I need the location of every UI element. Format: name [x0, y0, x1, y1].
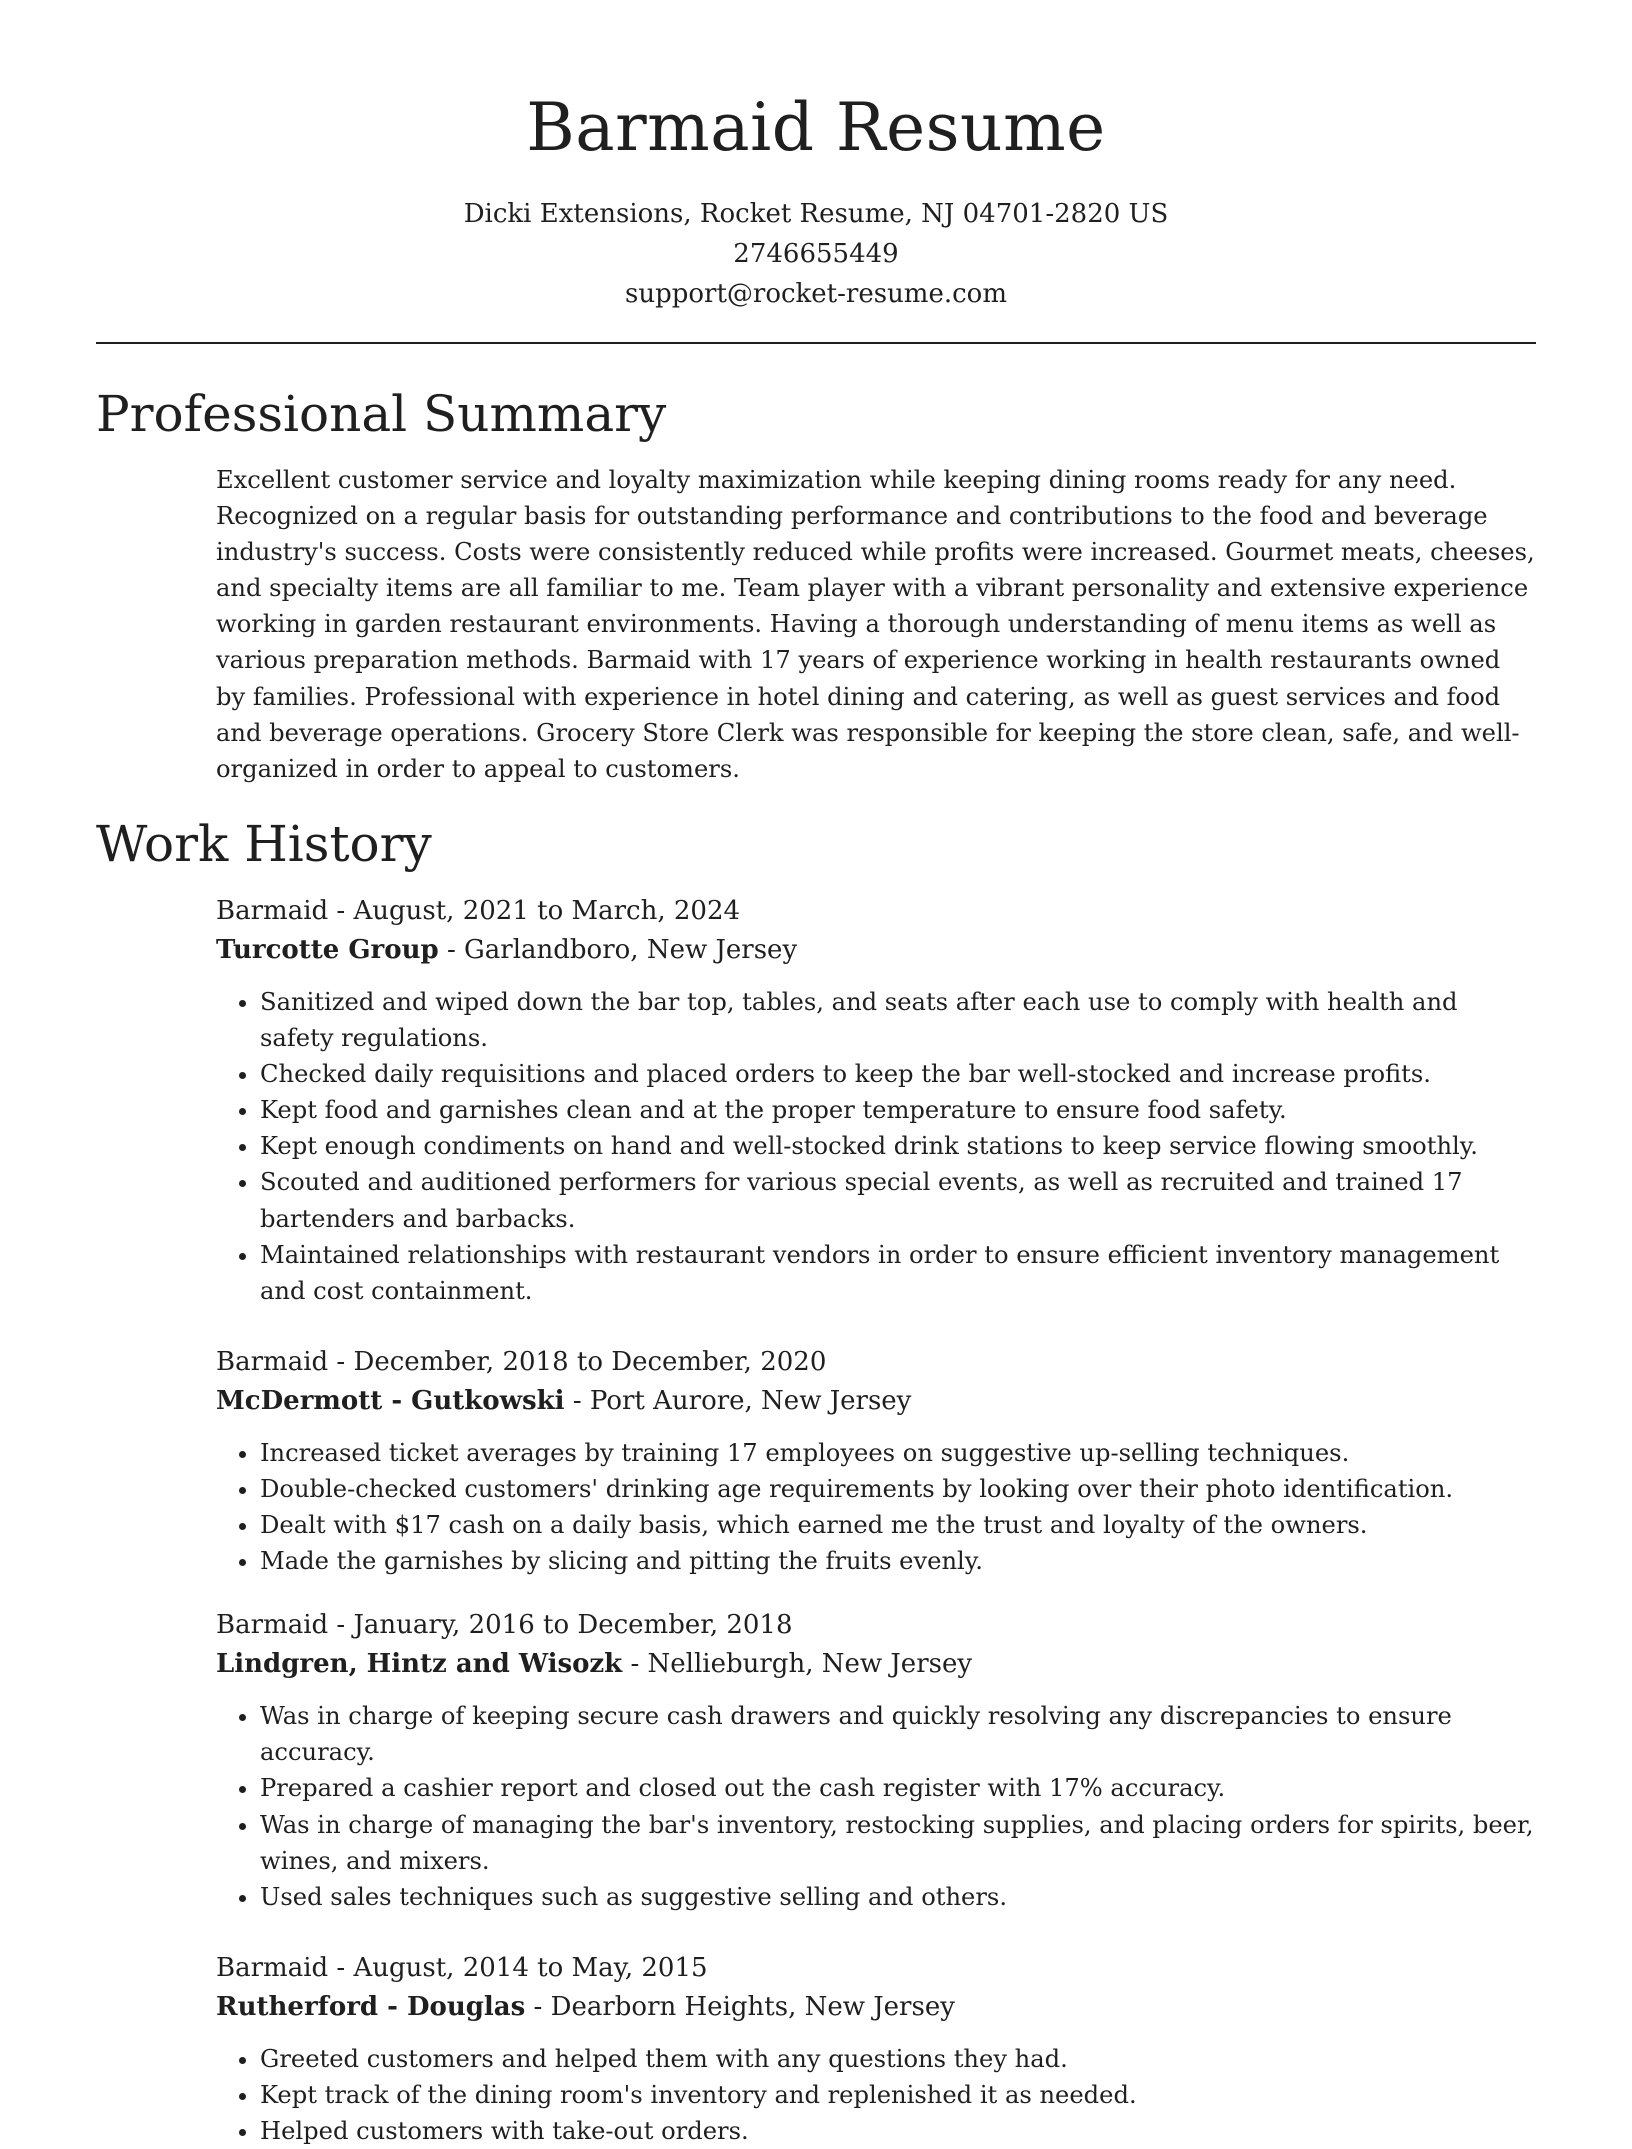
- job-duty: • Increased ticket averages by training 17 employees on suggestive up-selling techniques.: [260, 1435, 1536, 1471]
- work-history-heading: Work History: [96, 815, 432, 873]
- job-dates: - January, 2016 to December, 2018: [328, 1610, 793, 1641]
- job-dates: - December, 2018 to December, 2020: [328, 1346, 827, 1377]
- job-company-line: [216, 1645, 1536, 1684]
- summary-heading: Professional Summary: [96, 385, 667, 443]
- job-duty: • Kept track of the dining room's inventory and replenished it as needed.: [260, 2077, 1536, 2113]
- job-duty: • Sanitized and wiped down the bar top, tables, and seats after each use to comply with health and safety regulations.: [260, 984, 1536, 1056]
- job-location: - Nellieburgh, New Jersey: [622, 1649, 973, 1680]
- job-duty: • Was in charge of managing the bar's inventory, restocking supplies, and placing orders for spirits, beer, wines, and mixers.: [260, 1807, 1536, 1879]
- job-duty: • Was in charge of keeping secure cash drawers and quickly resolving any discrepancies to ensure accuracy.: [260, 1698, 1536, 1770]
- job-duty: • Dealt with $17 cash on a daily basis, which earned me the trust and loyalty of the owners.: [260, 1507, 1536, 1543]
- job-location: - Dearborn Heights, New Jersey: [525, 1991, 955, 2022]
- job-title: Barmaid: [216, 1952, 329, 1983]
- work-history-list: [216, 892, 1536, 2149]
- job-duties: [216, 2041, 1536, 2149]
- contact-email: support@rocket-resume.com: [624, 279, 1007, 309]
- job-company-line: [216, 931, 1536, 970]
- job-company: McDermott - Gutkowski: [216, 1385, 565, 1416]
- job-title: Barmaid: [216, 1346, 329, 1377]
- header-divider: [96, 342, 1536, 344]
- job-duty: • Scouted and auditioned performers for various special events, as well as recruited and trained 17 bartenders and barbacks.: [260, 1164, 1536, 1236]
- job-company: Turcotte Group: [216, 935, 439, 965]
- job-dates: - August, 2021 to March, 2024: [328, 896, 741, 926]
- job-duty: • Kept food and garnishes clean and at the proper temperature to ensure food safety.: [260, 1092, 1536, 1128]
- job-company: Lindgren, Hintz and Wisozk: [216, 1649, 623, 1680]
- job-duty: • Maintained relationships with restaurant vendors in order to ensure efficient inventory management and cost containment.: [260, 1237, 1536, 1309]
- job-entry: [216, 1949, 1536, 2149]
- job-entry: [216, 892, 1536, 1309]
- job-company-line: [216, 1988, 1536, 2027]
- contact-phone: 2746655449: [733, 239, 899, 269]
- job-entry: [216, 1343, 1536, 1579]
- job-title-line: [216, 1606, 1536, 1645]
- job-company-line: [216, 1382, 1536, 1421]
- job-duties: [216, 984, 1536, 1309]
- job-duty: • Prepared a cashier report and closed out the cash register with 17% accuracy.: [260, 1770, 1536, 1806]
- job-duty: • Helped customers with take-out orders.: [260, 2113, 1536, 2149]
- job-duty: • Used sales techniques such as suggestive selling and others.: [260, 1879, 1536, 1915]
- job-location: - Port Aurore, New Jersey: [564, 1385, 912, 1416]
- contact-address: Dicki Extensions, Rocket Resume, NJ 04701-2820 US: [463, 199, 1169, 229]
- job-duty: • Made the garnishes by slicing and pitting the fruits evenly.: [260, 1543, 1536, 1579]
- job-duty: • Double-checked customers' drinking age requirements by looking over their photo identification.: [260, 1471, 1536, 1507]
- job-title-line: [216, 1949, 1536, 1988]
- contact-block: [0, 194, 1632, 314]
- job-title: Barmaid: [216, 896, 329, 926]
- resume-header: [0, 0, 1632, 314]
- job-title: Barmaid: [216, 1610, 329, 1641]
- job-title-line: [216, 1343, 1536, 1382]
- job-entry: [216, 1606, 1536, 1915]
- job-company: Rutherford - Douglas: [216, 1991, 526, 2022]
- resume-title: Barmaid Resume: [526, 89, 1106, 166]
- job-location: - Garlandboro, New Jersey: [438, 935, 798, 965]
- job-duties: [216, 1698, 1536, 1915]
- job-duty: • Checked daily requisitions and placed orders to keep the bar well-stocked and increase profits.: [260, 1056, 1536, 1092]
- summary-text: Excellent customer service and loyalty maximization while keeping dining rooms ready for any need. Recognized on a regular basis for outstanding performance and contributions to the food and beverage industry's success. Costs were consistently reduced while profits were increased. Gourmet meats, cheeses, and specialty items are all familiar to me. Team player with a vibrant personality and extensive experience working in garden restaurant environments. Having a thorough understanding of menu items as well as various preparation methods. Barmaid with 17 years of experience working in health restaurants owned by families. Professional with experience in hotel dining and catering, as well as guest services and food and beverage operations. Grocery Store Clerk was responsible for keeping the store clean, safe, and well-organized in order to appeal to customers.: [216, 466, 1535, 783]
- job-dates: - August, 2014 to May, 2015: [328, 1952, 708, 1983]
- job-duty: • Kept enough condiments on hand and well-stocked drink stations to keep service flowing smoothly.: [260, 1128, 1536, 1164]
- job-duties: [216, 1435, 1536, 1579]
- job-title-line: [216, 892, 1536, 931]
- job-duty: • Greeted customers and helped them with any questions they had.: [260, 2041, 1536, 2077]
